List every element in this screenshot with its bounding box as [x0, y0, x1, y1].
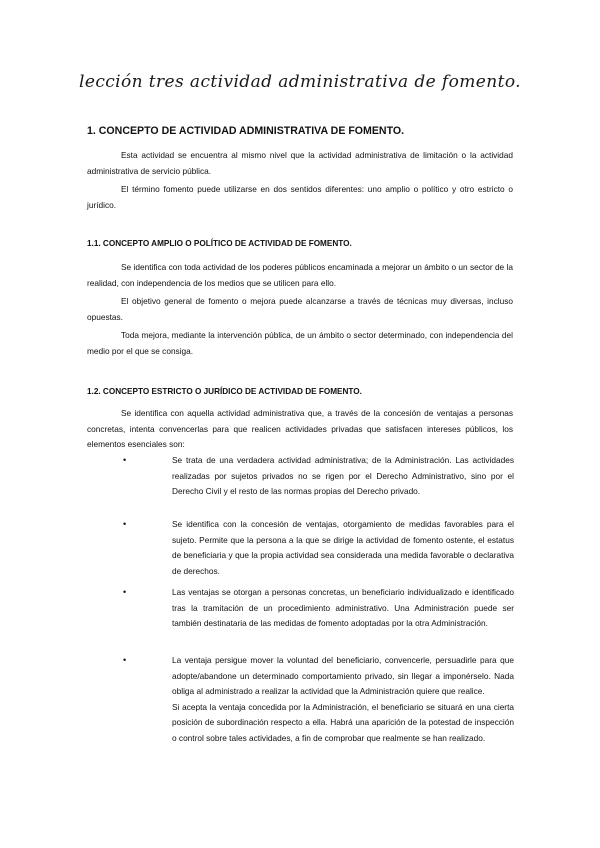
section-1-1-heading: 1.1. CONCEPTO AMPLIO O POLÍTICO DE ACTIVIDAD DE FOMENTO. [87, 239, 352, 248]
section-1-1-paragraph-2: El objetivo general de fomento o mejora puede alcanzarse a través de técnicas muy diversas, incluso opuestas. [87, 296, 513, 322]
section-1-paragraph-1: Esta actividad se encuentra al mismo nivel que la actividad administrativa de limitación o la actividad administrativa de servicio pública. [87, 150, 513, 176]
section-1-1-paragraph-1: Se identifica con toda actividad de los poderes públicos encaminada a mejorar un ámbito o un sector de la realidad, con independencia de los medios que se utilicen para ello. [87, 262, 513, 288]
bullet-glyph: • [123, 455, 127, 465]
bullet-text: Se trata de una verdadera actividad administrativa; de la Administración. Las actividades realizadas por sujetos privados no se rigen por el Derecho Administrativo, sino por el Derecho Civil y el resto de las normas propias del Derecho privado. [172, 455, 514, 496]
section-1-heading: 1. CONCEPTO DE ACTIVIDAD ADMINISTRATIVA DE FOMENTO. [87, 125, 405, 137]
bullet-continuation-text: Si acepta la ventaja concedida por la Administración, el beneficiario se situará en una cierta posición de subordinación respecto a ella. Habrá una aparición de la potestad de inspección o control sobre tales actividades, a fin de comprobar que realmente se han realizado. [172, 701, 514, 743]
bullet-text: Se identifica con la concesión de ventajas, otorgamiento de medidas favorables para el sujeto. Permite que la persona a la que se dirige la actividad de fomento ostente, el estatus de beneficiaria y que la propia actividad sea considerada una medida favorable o declarativa de derechos. [172, 519, 514, 576]
bullet-glyph: • [123, 587, 127, 597]
bullet-text: La ventaja persigue mover la voluntad del beneficiario, convencerle, persuadirle para que adopte/abandone un determinado comportamiento privado, sin llegar a imponérselo. Nada obliga al administrado a realizar la actividad que la Administración quiere que realice. [172, 655, 514, 696]
lesson-title: lección tres actividad administrativa de fomento. [79, 72, 521, 92]
bullet-item [123, 453, 514, 500]
bullet-item [123, 653, 514, 746]
bullet-glyph: • [123, 655, 127, 665]
section-1-1-paragraph-3: Toda mejora, mediante la intervención pública, de un ámbito o sector determinado, con independencia del medio por el que se consiga. [87, 330, 513, 356]
section-1-paragraph-2: El término fomento puede utilizarse en dos sentidos diferentes: uno amplio o político y otro estricto o jurídico. [87, 184, 513, 210]
bullet-item [123, 517, 514, 579]
bullet-item [123, 585, 514, 632]
section-1-2-heading: 1.2. CONCEPTO ESTRICTO O JURÍDICO DE ACTIVIDAD DE FOMENTO. [87, 387, 362, 396]
section-1-2-paragraph-1: Se identifica con aquella actividad administrativa que, a través de la concesión de ventajas a personas concretas, intenta convencerlas para que realicen actividades privadas que satisfacen intereses públicos, los elementos esenciales son: [87, 408, 513, 449]
bullet-text: Las ventajas se otorgan a personas concretas, un beneficiario individualizado e identificado tras la tramitación de un procedimiento administrativo. Una Administración puede ser también destinataria de las medidas de fomento adoptadas por la otra Administración. [172, 587, 514, 628]
bullet-glyph: • [123, 519, 127, 529]
